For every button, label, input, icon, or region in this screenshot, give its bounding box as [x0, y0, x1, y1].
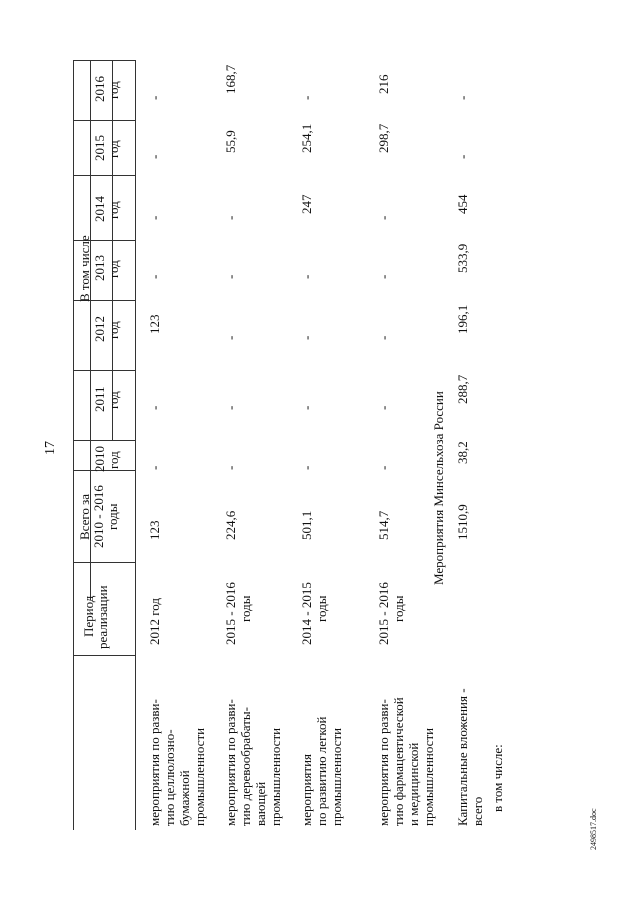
row-year-value: - — [376, 405, 391, 410]
file-name: 2498517.doc — [589, 808, 598, 850]
row-year-value: - — [223, 274, 238, 279]
table-rule — [73, 655, 135, 656]
capital-row-year-value: 196,1 — [455, 304, 470, 334]
row-year-value: - — [376, 465, 391, 470]
header-year: 2015 — [92, 135, 107, 161]
row-year-value: - — [147, 215, 162, 220]
row-name: и медицинской — [406, 742, 421, 826]
row-period: годы — [391, 595, 406, 622]
row-total: 514,7 — [376, 510, 391, 540]
row-year-value: 254,1 — [299, 123, 314, 153]
row-name: вающей — [253, 781, 268, 826]
row-period: 2015 - 2016 — [223, 582, 238, 645]
table-rule — [112, 60, 113, 440]
row-year-value: 298,7 — [376, 123, 391, 153]
row-year-value: - — [376, 335, 391, 340]
row-year-value: - — [376, 215, 391, 220]
row-year-value: - — [299, 465, 314, 470]
row-period: годы — [314, 595, 329, 622]
header-year: 2013 — [92, 255, 107, 281]
header-total: годы — [105, 503, 120, 530]
capital-row-year-value: 288,7 — [455, 374, 470, 404]
table-rule — [73, 175, 135, 176]
header-including: В том числе — [77, 235, 92, 302]
table-rule — [73, 562, 135, 563]
row-year-value: 123 — [147, 314, 162, 334]
row-period: годы — [238, 595, 253, 622]
row-total: 501,1 — [299, 510, 314, 540]
section-title: Мероприятия Минсельхоза России — [431, 391, 446, 585]
table-rule — [73, 440, 135, 441]
capital-row-year-value: 38,2 — [455, 441, 470, 464]
header-total: 2010 - 2016 — [91, 485, 106, 548]
row-year-value: - — [147, 274, 162, 279]
row-name: тию фармацевтической — [391, 697, 406, 826]
capital-row-name: Капитальные вложения - — [455, 688, 470, 826]
row-year-value: - — [223, 215, 238, 220]
row-year-value: - — [299, 405, 314, 410]
header-year: 2016 — [92, 76, 107, 102]
row-total: 224,6 — [223, 510, 238, 540]
capital-row-name: всего — [470, 796, 485, 826]
header-year-unit: год — [106, 451, 121, 469]
row-year-value: 55,9 — [223, 130, 238, 153]
row-year-value: - — [147, 405, 162, 410]
row-year-value: 216 — [376, 74, 391, 94]
row-name: промышленности — [329, 727, 344, 826]
row-year-value: - — [223, 335, 238, 340]
row-year-value: - — [299, 335, 314, 340]
row-name: мероприятия по разви- — [376, 699, 391, 826]
header-year: 2012 — [92, 316, 107, 342]
capital-row-year-value: - — [455, 95, 470, 100]
header-year-unit: год — [106, 140, 121, 158]
row-year-value: - — [376, 274, 391, 279]
capital-row-year-value: - — [455, 154, 470, 159]
row-name: по развитию легкой — [314, 716, 329, 826]
row-total: 123 — [147, 520, 162, 540]
table-rule — [135, 60, 136, 830]
row-year-value: - — [299, 95, 314, 100]
row-name: мероприятия — [299, 753, 314, 826]
header-year-unit: год — [106, 260, 121, 278]
header-period: реализации — [95, 585, 110, 649]
row-year-value: - — [223, 465, 238, 470]
table-rule — [73, 370, 135, 371]
row-year-value: - — [147, 465, 162, 470]
table-rule — [73, 60, 135, 61]
header-year: 2011 — [92, 386, 107, 412]
header-year-unit: год — [106, 321, 121, 339]
table-rule — [73, 120, 135, 121]
row-period: 2014 - 2015 — [299, 582, 314, 645]
row-period: 2012 год — [147, 598, 162, 645]
row-name: мероприятия по разви- — [147, 699, 162, 826]
row-year-value: - — [299, 274, 314, 279]
header-period: Период — [81, 595, 96, 637]
row-year-value: - — [223, 405, 238, 410]
header-year-unit: год — [106, 81, 121, 99]
header-year: 2014 — [92, 196, 107, 222]
including-label: в том числе: — [490, 744, 505, 812]
row-name: бумажной — [177, 770, 192, 826]
row-name: тию целлюлозно- — [162, 729, 177, 826]
row-name: мероприятия по разви- — [223, 699, 238, 826]
row-year-value: 168,7 — [223, 64, 238, 94]
header-year-unit: год — [106, 391, 121, 409]
capital-row-total: 1510,9 — [455, 504, 470, 540]
row-name: тию деревообрабаты- — [238, 707, 253, 826]
row-name: промышленности — [421, 727, 436, 826]
row-year-value: - — [147, 154, 162, 159]
row-period: 2015 - 2016 — [376, 582, 391, 645]
row-year-value: - — [147, 95, 162, 100]
header-year: 2010 — [92, 446, 107, 472]
row-name: промышленности — [268, 727, 283, 826]
header-year-unit: год — [106, 201, 121, 219]
capital-row-year-value: 454 — [455, 194, 470, 214]
header-total: Всего за — [77, 493, 92, 540]
row-name: промышленности — [192, 727, 207, 826]
capital-row-year-value: 533,9 — [455, 243, 470, 273]
page-number: 17 — [43, 441, 58, 455]
row-year-value: 247 — [299, 194, 314, 214]
